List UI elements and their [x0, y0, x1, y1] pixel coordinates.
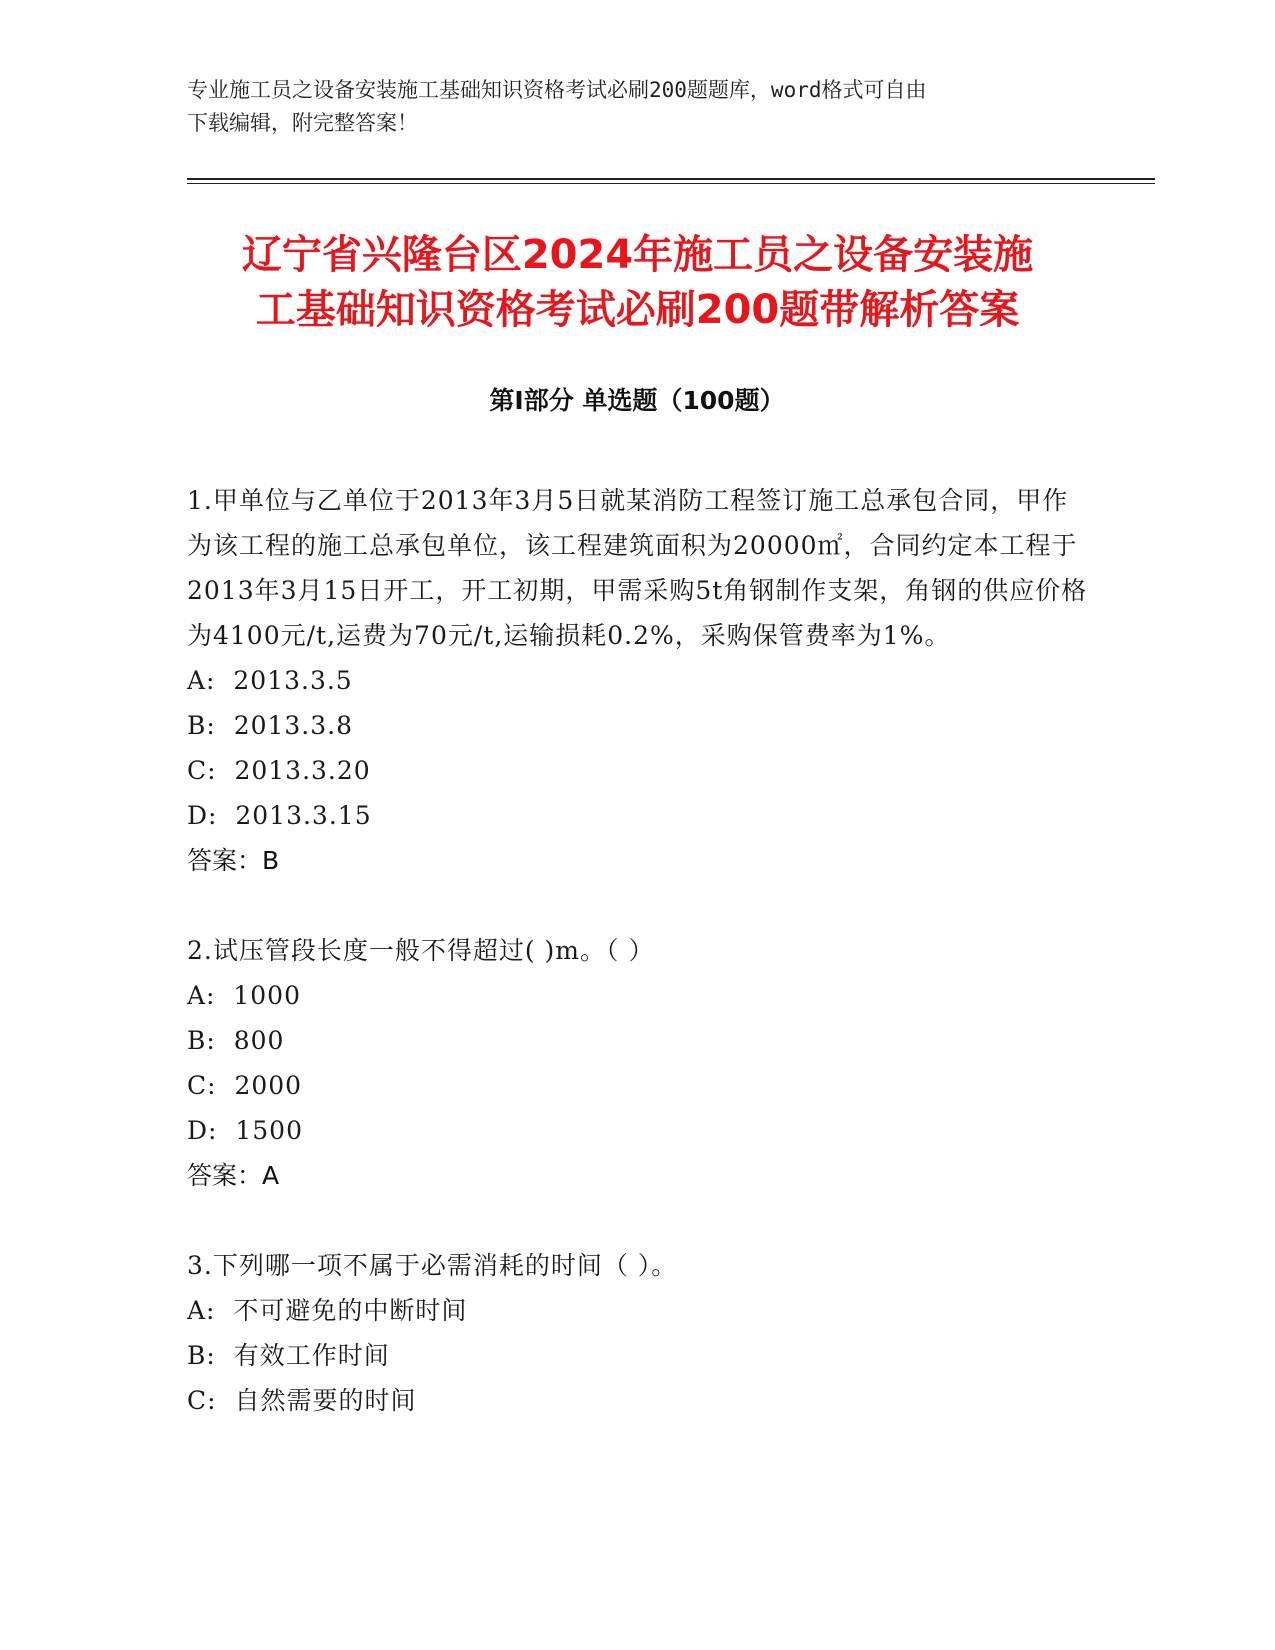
document-title-line-2: 工基础知识资格考试必刷200题带解析答案	[255, 287, 1020, 333]
answer: 答案：A	[187, 1161, 280, 1190]
question-stem: 3.下列哪一项不属于必需消耗的时间（ ）。	[187, 1251, 678, 1280]
option-d: D: 1500	[187, 1116, 303, 1145]
header-divider-thin	[187, 183, 1155, 184]
question-spacer	[187, 1198, 1092, 1243]
header-note-line-1: 专业施工员之设备安装施工基础知识资格考试必刷200题题库，word格式可自由	[187, 78, 927, 102]
document-title	[130, 228, 1145, 338]
header-note-line-2: 下载编辑，附完整答案！	[187, 111, 418, 135]
option-b: B: 800	[187, 1026, 285, 1055]
document-title-line-1: 辽宁省兴隆台区2024年施工员之设备安装施	[241, 232, 1034, 278]
option-c: C: 自然需要的时间	[187, 1386, 417, 1415]
answer: 答案：B	[187, 846, 280, 875]
header-divider-thick	[187, 178, 1155, 180]
option-b: B: 2013.3.8	[187, 711, 354, 740]
question-stem: 2.试压管段长度一般不得超过( )m。（ ）	[187, 936, 655, 965]
question-2	[187, 928, 1092, 1198]
option-a: A: 2013.3.5	[187, 666, 353, 695]
question-stem: 1.甲单位与乙单位于2013年3月5日就某消防工程签订施工总承包合同，甲作为该工程的施工总承包单位，该工程建筑面积为20000㎡，合同约定本工程于2013年3月15日开工，开工初期，甲需采购5t角钢制作支架，角钢的供应价格为4100元/t,运费为70元/t,运输损耗0.2%，采购保管费率为1%。	[187, 486, 1088, 650]
section-title: 第Ⅰ部分 单选题（100题）	[489, 386, 785, 415]
option-a: A: 不可避免的中断时间	[187, 1296, 468, 1325]
question-3	[187, 1243, 1092, 1423]
option-d: D: 2013.3.15	[187, 801, 372, 830]
option-a: A: 1000	[187, 981, 301, 1010]
option-c: C: 2000	[187, 1071, 303, 1100]
question-1	[187, 478, 1092, 883]
question-spacer	[187, 883, 1092, 928]
option-b: B: 有效工作时间	[187, 1341, 390, 1370]
question-list	[187, 478, 1092, 1423]
header-note	[187, 74, 1087, 140]
option-c: C: 2013.3.20	[187, 756, 371, 785]
